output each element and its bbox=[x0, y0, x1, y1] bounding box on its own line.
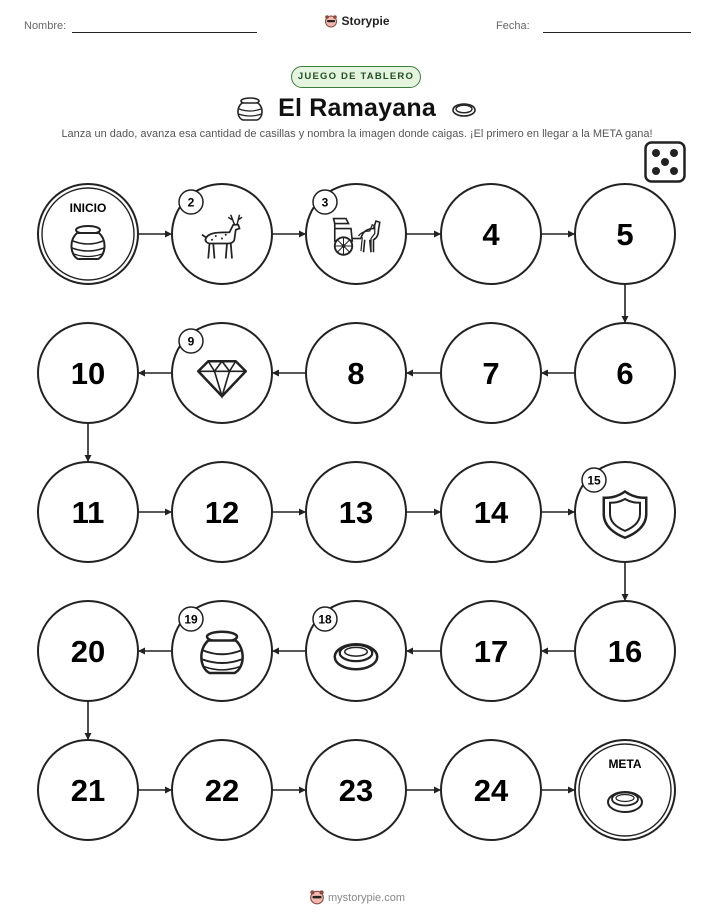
board-spaces bbox=[38, 184, 675, 840]
board-space-11 bbox=[38, 462, 138, 562]
space-number: 11 bbox=[71, 495, 105, 530]
category-badge: JUEGO DE TABLERO bbox=[291, 66, 421, 88]
board-space-9 bbox=[172, 323, 272, 423]
board-space-8 bbox=[306, 323, 406, 423]
ring-icon bbox=[335, 644, 378, 669]
instructions: Lanza un dado, avanza esa cantidad de casillas y nombra la imagen donde caigas. ¡El primero en llegar a la META gana! bbox=[61, 128, 653, 140]
footer-mascot-icon bbox=[309, 889, 325, 905]
page-title: El Ramayana bbox=[278, 94, 436, 122]
space-number: 16 bbox=[607, 634, 643, 669]
space-number: 10 bbox=[70, 356, 106, 391]
space-number: 4 bbox=[482, 217, 500, 252]
pot-icon bbox=[71, 226, 104, 259]
space-number: 13 bbox=[338, 495, 374, 530]
board-space-19 bbox=[172, 601, 272, 701]
space-number: 3 bbox=[321, 195, 329, 210]
name-label: Nombre: bbox=[24, 20, 67, 32]
board-space-2 bbox=[172, 184, 272, 284]
space-number: 2 bbox=[187, 195, 195, 210]
space-number: 19 bbox=[184, 612, 198, 627]
footer-url: mystorypie.com bbox=[327, 892, 406, 904]
board-space-3 bbox=[306, 184, 406, 284]
board-space-1 bbox=[38, 184, 138, 284]
board-space-4 bbox=[441, 184, 541, 284]
space-number: 18 bbox=[318, 612, 332, 627]
board-space-10 bbox=[38, 323, 138, 423]
board-space-20 bbox=[38, 601, 138, 701]
space-number: 7 bbox=[482, 356, 500, 391]
board-space-25 bbox=[575, 740, 675, 840]
space-number: 6 bbox=[616, 356, 634, 391]
space-number: 8 bbox=[347, 356, 365, 391]
board-space-22 bbox=[172, 740, 272, 840]
board-space-14 bbox=[441, 462, 541, 562]
space-number: 21 bbox=[70, 773, 106, 808]
board-space-6 bbox=[575, 323, 675, 423]
board-space-13 bbox=[306, 462, 406, 562]
board-space-12 bbox=[172, 462, 272, 562]
space-number: 24 bbox=[473, 773, 509, 808]
ring-icon bbox=[608, 792, 642, 812]
board-space-17 bbox=[441, 601, 541, 701]
space-number: 17 bbox=[473, 634, 509, 669]
space-number: 14 bbox=[473, 495, 509, 530]
space-number: 22 bbox=[204, 773, 240, 808]
footer bbox=[0, 889, 714, 905]
start-label: INICIO bbox=[69, 201, 107, 215]
space-circle bbox=[575, 740, 675, 840]
space-number: 20 bbox=[70, 634, 106, 669]
space-number: 23 bbox=[338, 773, 374, 808]
space-number: 5 bbox=[616, 217, 634, 252]
board-space-23 bbox=[306, 740, 406, 840]
brand-name: Storypie bbox=[341, 14, 390, 28]
space-number: 9 bbox=[187, 334, 195, 349]
board-space-7 bbox=[441, 323, 541, 423]
board-space-18 bbox=[306, 601, 406, 701]
finish-label: META bbox=[608, 757, 642, 771]
board-space-16 bbox=[575, 601, 675, 701]
board-space-21 bbox=[38, 740, 138, 840]
space-number: 15 bbox=[587, 473, 601, 488]
space-number: 12 bbox=[204, 495, 240, 530]
pot-icon bbox=[201, 632, 242, 673]
board-space-24 bbox=[441, 740, 541, 840]
board-space-15 bbox=[575, 462, 675, 562]
date-label: Fecha: bbox=[496, 20, 530, 32]
board-space-5 bbox=[575, 184, 675, 284]
